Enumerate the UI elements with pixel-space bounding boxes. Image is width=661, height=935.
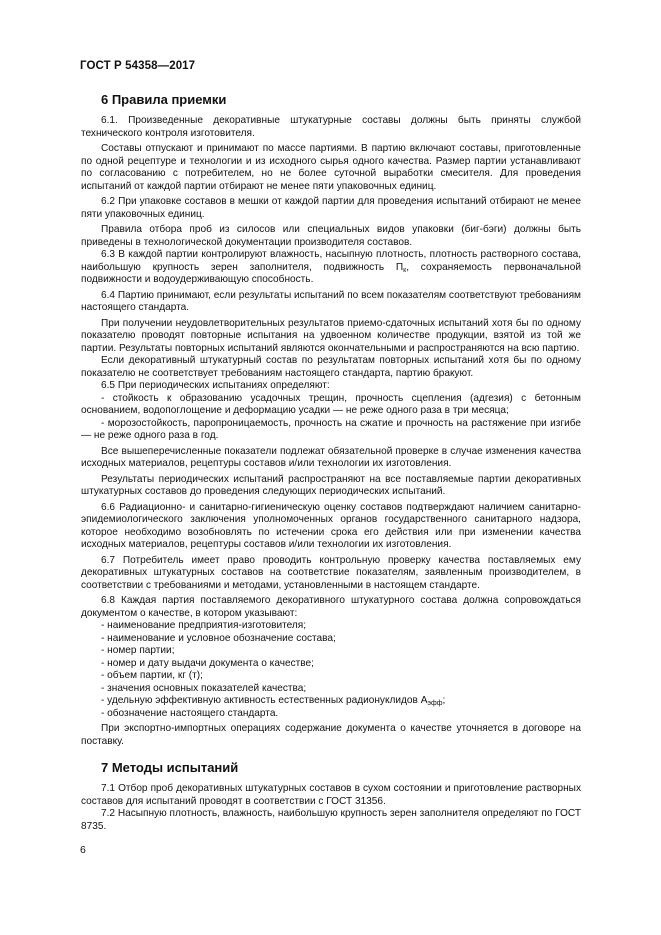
section-7-title: 7 Методы испытаний [101,760,239,775]
paragraph-6-4: 6.4 Партию принимают, если результаты испытаний по всем показателям соответствуют требованиям настоящего стандарта. [81,289,581,313]
list-item-quality: - значения основных показателей качества; [101,682,307,694]
paragraph-mandatory-check: Все вышеперечисленные показатели подлежат обязательной проверке в случае изменения качества исходных материалов, рецептуры составов и/или технологии их изготовления. [81,445,581,469]
paragraph-6-2: 6.2 При упаковке составов в мешки от каждой партии для проведения испытаний отбирают не менее пяти упаковочных единиц. [81,196,581,220]
paragraph-6-8: 6.8 Каждая партия поставляемого декоративного штукатурного состава должна сопровождаться документом о качестве, в котором указывают: [81,595,581,619]
list-item-radioactivity: - удельную эффективную активность естественных радионуклидов $А_{эфф}$; [101,695,446,707]
document-header: ГОСТ Р 54358—2017 [80,60,196,72]
paragraph-6-3: 6.3 В каждой партии контролируют влажность, насыпную плотность, плотность растворного состава, наибольшую крупность зерен заполнителя, подвижность $П_к$, сохраняемость первоначальной подвижности и водоудерживающую способность. [81,249,581,285]
paragraph-sampling: Правила отбора проб из силосов или специальных видов упаковки (биг-бэги) должны быть приведены в технологической документации производителя составов. [81,224,581,248]
paragraph-6-5: 6.5 При периодических испытаниях определяют: [101,380,330,391]
document-body [81,92,581,833]
paragraph-export: При экспортно-импортных операциях содержание документа о качестве уточняется в договоре на поставку. [81,723,581,747]
page-number: 6 [80,844,86,856]
list-item-manufacturer: - наименование предприятия-изготовителя; [101,620,307,631]
list-item-name: - наименование и условное обозначение состава; [101,632,336,644]
list-item-standard: - обозначение настоящего стандарта. [101,707,279,719]
paragraph-7-1: 7.1 Отбор проб декоративных штукатурных составов в сухом состоянии и приготовление растворных составов для испытаний проводят в соответствии с ГОСТ 31356. [81,783,581,807]
paragraph-lots: Составы отпускают и принимают по массе партиями. В партию включают составы, приготовленные по одной рецептуре и технологии и из исходного сырья одного качества. Размер партии устанавливают по согласованию с потребителем, но не более суточной выработки смесителя. Для проведения испытаний от каждой партии отбирают не менее пяти упаковочных единиц. [81,143,581,192]
paragraph-retest: При получении неудовлетворительных результатов приемо-сдаточных испытаний хотя бы по одному показателю проводят повторные испытания на удвоенном количестве продукции, взятой из той же партии. Результаты повторных испытаний являются окончательными и распространяются на всю партию. [81,317,581,354]
list-item-cracks: - стойкость к образованию усадочных трещин, прочность сцепления (адгезия) с бетонным основанием, водопоглощение и деформацию усадки — не реже одного раза в три месяца; [81,392,581,416]
section-6-title: 6 Правила приемки [101,92,227,107]
paragraph-6-7: 6.7 Потребитель имеет право проводить контрольную проверку качества поставляемых ему декоративных штукатурных составов на соответствие показателям, заявленным производителем, в соответствии с требованиями и методами, установленными в настоящем стандарте. [81,554,581,591]
list-item-doc-date: - номер и дату выдачи документа о качестве; [101,657,314,669]
paragraph-periodic-results: Результаты периодических испытаний распространяют на все поставляемые партии декоративных штукатурных составов до проведения следующих периодических испытаний. [81,473,581,497]
paragraph-6-6: 6.6 Радиационно- и санитарно-гигиеническую оценку составов подтверждают наличием санитарно-эпидемиологического заключения уполномоченных органов государственного санитарного надзора, которое необходимо возобновлять по истечении срока его действия или при изменении качества исходных материалов, рецептуры составов и/или технологии их изготовления. [81,501,581,550]
paragraph-7-2: 7.2 Насыпную плотность, влажность, наибольшую крупность зерен заполнителя определяют по ГОСТ 8735. [81,808,581,832]
paragraph-reject: Если декоративный штукатурный состав по результатам повторных испытаний хотя бы по одному показателю не соответствует требованиям настоящего стандарта, партию бракуют. [81,355,581,379]
list-item-frost: - морозостойкость, паропроницаемость, прочность на сжатие и прочность на растяжение при изгибе — не реже одного раза в год. [81,417,581,441]
paragraph-6-1: 6.1. Произведенные декоративные штукатурные составы должны быть приняты службой технического контроля изготовителя. [81,115,581,139]
list-item-volume: - объем партии, кг (т); [101,670,203,681]
list-item-lot-number: - номер партии; [101,645,175,656]
